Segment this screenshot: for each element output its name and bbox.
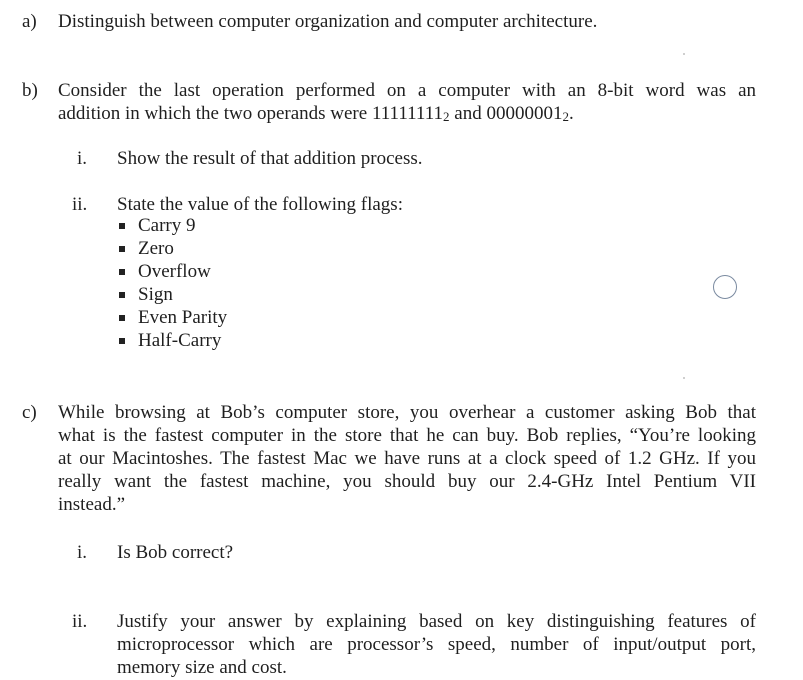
- question-c-ii-line: Justify your answer by explaining based on key distinguishing features of: [117, 611, 756, 632]
- question-c-line: what is the fastest computer in the store that he can buy. Bob replies, “You’re looking: [58, 425, 756, 446]
- flag-label: Even Parity: [138, 307, 228, 328]
- flag-label: Half-Carry: [138, 330, 222, 351]
- question-b-line2: [58, 102, 574, 128]
- list-item: [118, 306, 227, 329]
- list-item: [118, 237, 227, 260]
- question-b-i-label: i.: [77, 148, 88, 169]
- question-c-line: at our Macintoshes. The fastest Mac we have runs at a clock speed of 1.2 GHz. If you: [58, 448, 756, 469]
- question-c-ii-line: memory size and cost.: [117, 657, 287, 678]
- bullet-square-icon: [119, 315, 125, 321]
- bullet-square-icon: [119, 269, 125, 275]
- list-item: [118, 214, 227, 237]
- question-b-i-text: Show the result of that addition process.: [117, 148, 423, 169]
- question-b-line2-end: .: [568, 103, 574, 124]
- faint-mark: [683, 377, 685, 379]
- question-b-line1: Consider the last operation performed on a computer with an 8-bit word was an: [58, 80, 756, 101]
- binary-subscript-1: 2: [443, 109, 450, 124]
- bullet-square-icon: [119, 246, 125, 252]
- bullet-square-icon: [119, 338, 125, 344]
- question-b-line2-mid: and 00000001: [449, 103, 563, 124]
- list-item: [118, 283, 227, 306]
- list-item: [118, 260, 227, 283]
- bullet-square-icon: [119, 292, 125, 298]
- faint-mark: [683, 53, 685, 55]
- question-c-ii-line: microprocessor which are processor’s speed, number of input/output port,: [117, 634, 756, 655]
- question-a-label: a): [22, 11, 37, 32]
- question-c-label: c): [22, 402, 37, 423]
- question-c-i-text: Is Bob correct?: [117, 542, 234, 563]
- bullet-square-icon: [119, 223, 125, 229]
- flag-label: Carry 9: [138, 215, 196, 236]
- binary-subscript-2: 2: [562, 109, 569, 124]
- circle-radio-button[interactable]: [713, 275, 737, 299]
- question-c-line: really want the fastest machine, you should buy our 2.4-GHz Intel Pentium VII: [58, 471, 756, 492]
- question-b-label: b): [22, 80, 38, 101]
- question-b-ii-text: State the value of the following flags:: [117, 194, 403, 215]
- question-c-line: While browsing at Bob’s computer store, you overhear a customer asking Bob that: [58, 402, 756, 423]
- question-c-i-label: i.: [77, 542, 88, 563]
- flag-label: Overflow: [138, 261, 211, 282]
- question-c-line: instead.”: [58, 494, 126, 515]
- flag-label: Zero: [138, 238, 174, 259]
- list-item: [118, 329, 227, 352]
- flag-label: Sign: [138, 284, 173, 305]
- question-b-ii-label: ii.: [72, 194, 88, 215]
- question-b-line2-pre: addition in which the two operands were 11111111: [58, 103, 444, 124]
- flags-list: [118, 214, 227, 352]
- question-c-ii-label: ii.: [72, 611, 88, 632]
- question-a-text: Distinguish between computer organization and computer architecture.: [58, 11, 598, 32]
